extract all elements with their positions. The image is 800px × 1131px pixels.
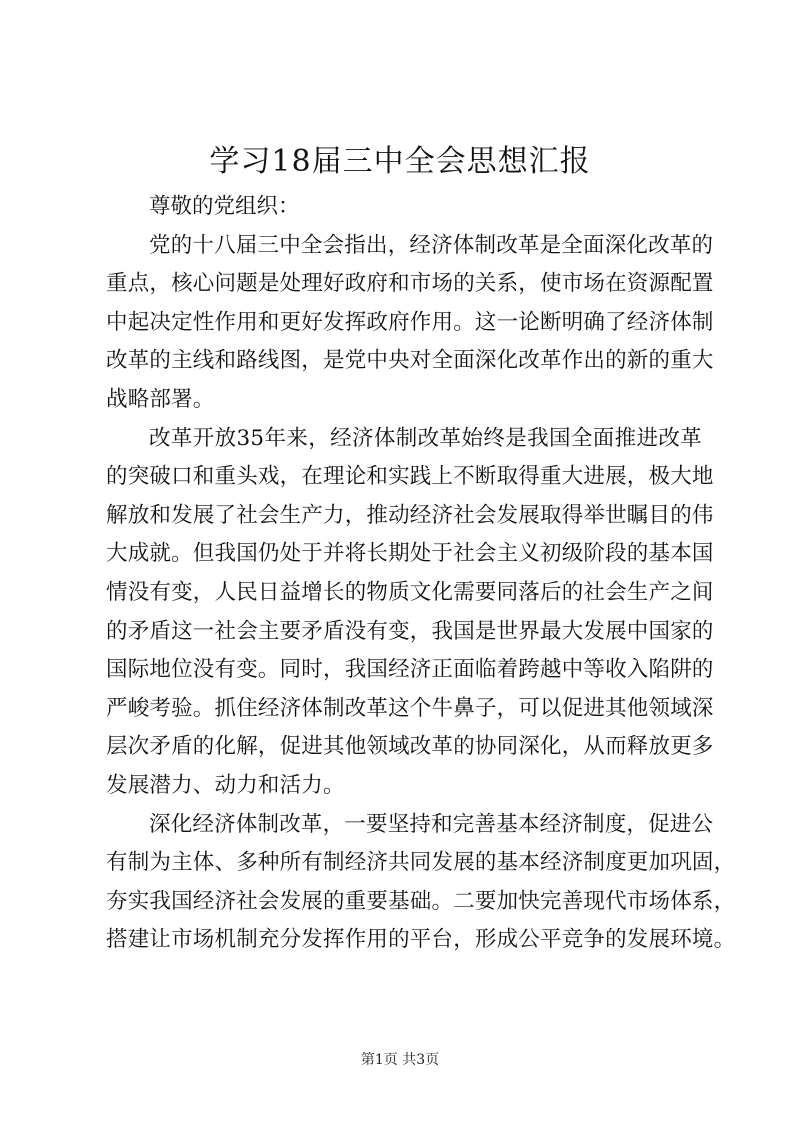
- paragraph-line: 情没有变，人民日益增长的物质文化需要同落后的社会生产之间: [106, 579, 714, 605]
- paragraph-line: 国际地位没有变。同时，我国经济正面临着跨越中等收入陷阱的: [106, 657, 714, 683]
- paragraph-line: 严峻考验。抓住经济体制改革这个牛鼻子，可以促进其他领域深: [106, 695, 714, 721]
- paragraph-line: 解放和发展了社会生产力，推动经济社会发展取得举世瞩目的伟: [106, 502, 714, 528]
- paragraph-line: 重点，核心问题是处理好政府和市场的关系，使市场在资源配置: [106, 271, 714, 297]
- paragraph-2: [106, 420, 714, 806]
- paragraph-line: 层次矛盾的化解，促进其他领域改革的协同深化，从而释放更多: [106, 734, 714, 760]
- paragraph-3: [106, 806, 736, 960]
- paragraph-line: 夯实我国经济社会发展的重要基础。二要加快完善现代市场体系，: [106, 888, 736, 914]
- paragraph-line: 发展潜力、动力和活力。: [106, 772, 345, 798]
- paragraph-line: 大成就。但我国仍处于并将长期处于社会主义初级阶段的基本国: [106, 541, 714, 567]
- paragraph-line: 党的十八届三中全会指出，经济体制改革是全面深化改革的: [149, 232, 714, 258]
- paragraph-line: 改革开放35年来，经济体制改革始终是我国全面推进改革: [149, 425, 702, 451]
- paragraph-line: 中起决定性作用和更好发挥政府作用。这一论断明确了经济体制: [106, 309, 714, 335]
- document-body: [106, 188, 736, 960]
- paragraph-line: 搭建让市场机制充分发挥作用的平台，形成公平竞争的发展环境。: [106, 927, 736, 953]
- paragraph-line: 有制为主体、多种所有制经济共同发展的基本经济制度更加巩固，: [106, 850, 736, 876]
- salutation: 尊敬的党组织：: [149, 194, 300, 219]
- page-footer: 第1页 共3页: [360, 1052, 440, 1068]
- paragraph-line: 改革的主线和路线图，是党中央对全面深化改革作出的新的重大: [106, 348, 714, 374]
- paragraph-line: 深化经济体制改革，一要坚持和完善基本经济制度，促进公: [149, 811, 714, 837]
- paragraph-1: [106, 227, 714, 420]
- document-title: 学习18届三中全会思想汇报: [209, 144, 591, 179]
- paragraph-line: 战略部署。: [106, 386, 215, 412]
- paragraph-line: 的矛盾这一社会主要矛盾没有变，我国是世界最大发展中国家的: [106, 618, 714, 644]
- paragraph-line: 的突破口和重头戏，在理论和实践上不断取得重大进展，极大地: [106, 464, 714, 490]
